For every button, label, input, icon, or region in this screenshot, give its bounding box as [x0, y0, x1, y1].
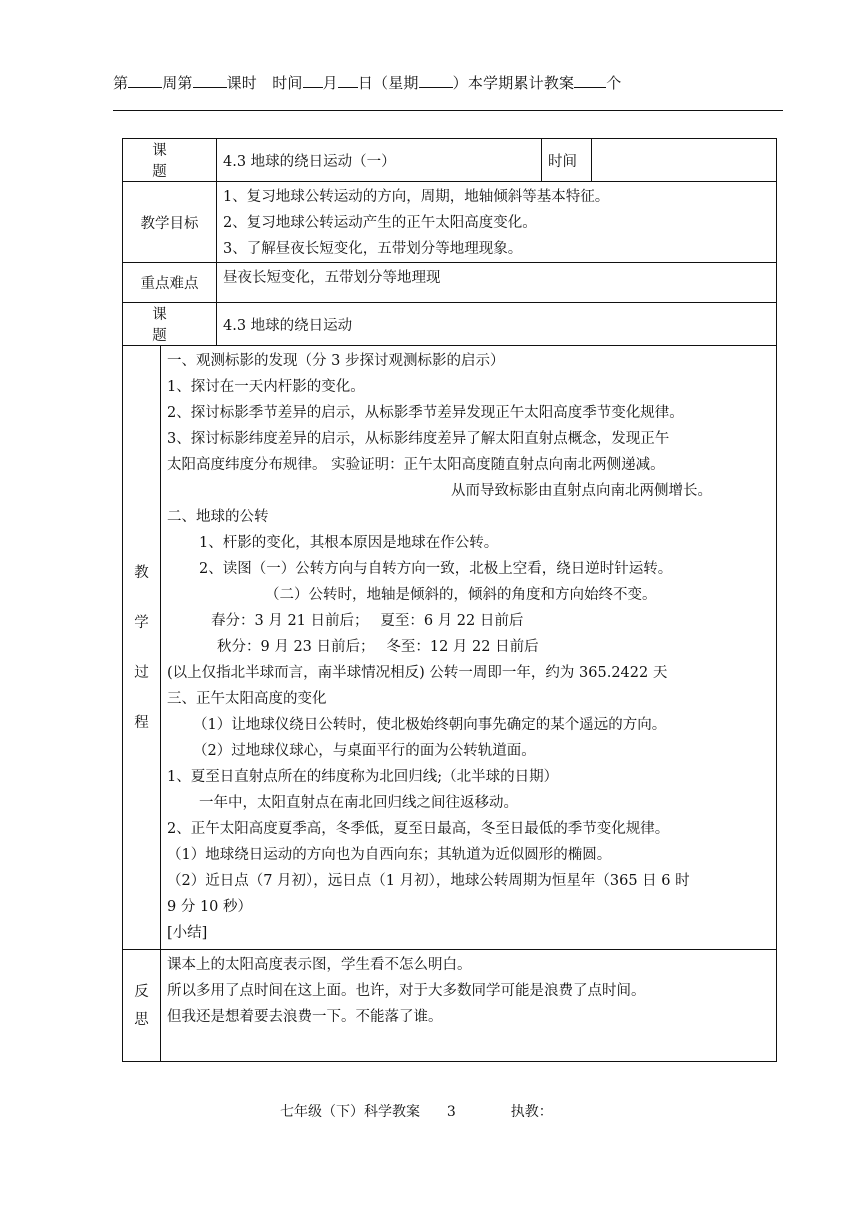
topic-value: 4.3 地球的绕日运动（一）	[217, 139, 542, 182]
process-line: 一、观测标影的发现（分 3 步探讨观测标影的启示）	[167, 353, 505, 369]
reflection-content	[161, 950, 777, 1062]
count-blank[interactable]	[574, 73, 606, 88]
row-topic	[123, 139, 777, 182]
goals-cell	[217, 182, 777, 263]
day-blank[interactable]	[338, 73, 358, 88]
header-text-unit: 个	[606, 74, 622, 92]
footer-page-number: 3	[446, 1104, 456, 1120]
process-line: 三、正午太阳高度的变化	[167, 691, 327, 707]
row-goals	[123, 182, 777, 263]
process-line: 9 分 10 秒）	[167, 899, 253, 915]
goals-label: 教学目标	[123, 182, 217, 263]
lesson-header	[113, 72, 621, 93]
topic2-label: 课 题	[123, 303, 217, 346]
header-text-time: 课时 时间	[226, 74, 303, 92]
process-line: 2、正午太阳高度夏季高，冬季低，夏至日最高，冬至日最低的季节变化规律。	[167, 821, 670, 837]
process-label: 教 学 过 程	[123, 346, 161, 950]
period-blank[interactable]	[193, 73, 227, 88]
process-line: 从而导致标影由直射点向南北两侧增长。	[451, 483, 712, 499]
process-line: （2）过地球仪球心，与桌面平行的面为公转轨道面。	[193, 743, 536, 759]
header-text-weekday: 日（星期	[357, 74, 419, 92]
footer-course: 七年级（下）科学教案	[280, 1104, 420, 1120]
process-line: 1、杆影的变化，其根本原因是地球在作公转。	[199, 535, 499, 551]
header-text-lesson-prefix: 周第	[162, 74, 193, 92]
process-line: 秋分：9 月 23 日前后； 冬至：12 月 22 日前后	[217, 639, 539, 655]
header-text-week-prefix: 第	[113, 74, 129, 92]
process-line: 3、探讨标影纬度差异的启示，从标影纬度差异了解太阳直射点概念，发现正午	[167, 431, 670, 447]
footer-teacher-label: 执教：	[510, 1104, 553, 1120]
page-footer	[280, 1101, 553, 1121]
header-text-month: 月	[322, 74, 338, 92]
process-line: （1）地球绕日运动的方向也为自西向东；其轨道为近似圆形的椭圆。	[167, 847, 612, 863]
header-text-cumulative: ）本学期累计教案	[452, 74, 575, 92]
process-line: （2）近日点（7 月初），远日点（1 月初），地球公转周期为恒星年（365 日 6 时	[167, 873, 690, 889]
process-content	[161, 346, 777, 950]
process-line: 一年中，太阳直射点在南北回归线之间往返移动。	[199, 795, 518, 811]
key-points-value: 昼夜长短变化，五带划分等地理现	[217, 263, 777, 303]
goal-item: 1、复习地球公转运动的方向，周期，地轴倾斜等基本特征。	[223, 189, 610, 205]
row-key-points	[123, 263, 777, 303]
row-process	[123, 346, 777, 950]
process-line: 二、地球的公转	[167, 509, 269, 525]
reflection-line: 但我还是想着要去浪费一下。不能落了谁。	[167, 1009, 443, 1025]
process-line: 春分：3 月 21 日前后； 夏至：6 月 22 日前后	[211, 613, 524, 629]
header-divider	[113, 110, 783, 111]
reflection-line: 所以多用了点时间在这上面。也许，对于大多数同学可能是浪费了点时间。	[167, 983, 646, 999]
reflection-label: 反 思	[123, 950, 161, 1062]
week-blank[interactable]	[128, 73, 162, 88]
month-blank[interactable]	[303, 73, 323, 88]
topic2-value: 4.3 地球的绕日运动	[217, 303, 777, 346]
process-line: (以上仅指北半球而言，南半球情况相反) 公转一周即一年，约为 365.2422 天	[167, 665, 668, 681]
lesson-plan-table	[122, 138, 777, 1062]
process-line: 2、读图（一）公转方向与自转方向一致，北极上空看，绕日逆时针运转。	[199, 561, 673, 577]
time-label: 时间	[542, 139, 592, 182]
process-line: 1、夏至日直射点所在的纬度称为北回归线;（北半球的日期）	[167, 769, 559, 785]
process-line: （1）让地球仪绕日公转时，使北极始终朝向事先确定的某个遥远的方向。	[193, 717, 667, 733]
process-line: 2、探讨标影季节差异的启示，从标影季节差异发现正午太阳高度季节变化规律。	[167, 405, 684, 421]
process-line: 太阳高度纬度分布规律。 实验证明：正午太阳高度随直射点向南北两侧递减。	[167, 457, 665, 473]
goal-item: 3、了解昼夜长短变化，五带划分等地理现象。	[223, 241, 523, 257]
reflection-line: 课本上的太阳高度表示图，学生看不怎么明白。	[167, 957, 472, 973]
goal-item: 2、复习地球公转运动产生的正午太阳高度变化。	[223, 215, 537, 231]
weekday-blank[interactable]	[419, 73, 453, 88]
topic-label: 课 题	[123, 139, 217, 182]
time-value[interactable]	[592, 139, 777, 182]
row-topic-2	[123, 303, 777, 346]
process-line: （二）公转时，地轴是倾斜的，倾斜的角度和方向始终不变。	[265, 587, 657, 603]
key-points-label: 重点难点	[123, 263, 217, 303]
process-line: [小结]	[167, 925, 208, 941]
row-reflection	[123, 950, 777, 1062]
process-line: 1、探讨在一天内杆影的变化。	[167, 379, 365, 395]
